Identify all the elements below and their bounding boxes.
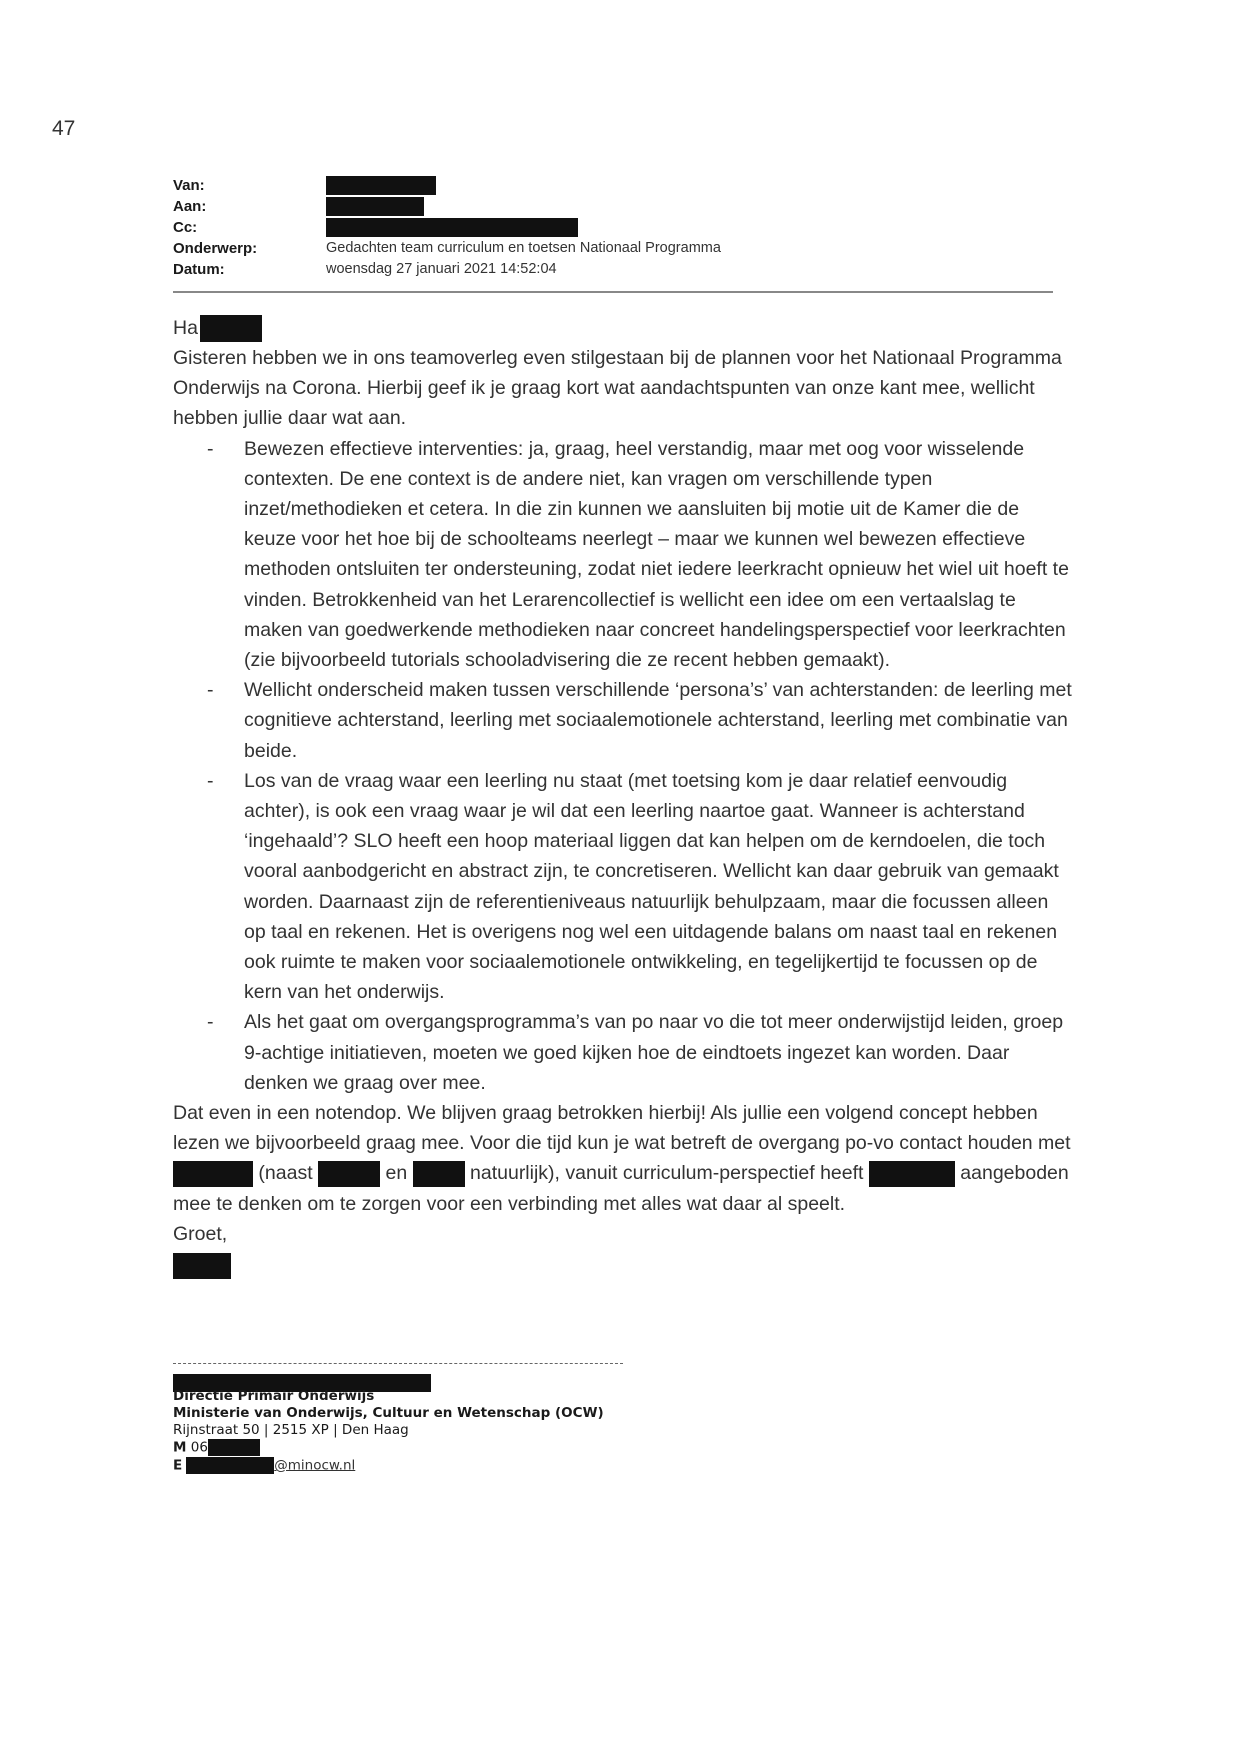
bullet-item: - Als het gaat om overgangsprogramma’s van po naar vo die tot meer onderwijstijd leiden, groep 9-achtige initiatieven, moeten we goed kijken hoe de eindtoets ingezet kan worden. Daar denken we graag over mee. xyxy=(207,1011,1064,1094)
header-row-datum xyxy=(173,259,1053,280)
header-row-cc xyxy=(173,217,1053,238)
redacted-recipient xyxy=(326,197,424,216)
redacted-cc xyxy=(326,218,578,237)
signature-dept: Directie Primair Onderwijs xyxy=(173,1388,375,1405)
redacted-signer-name xyxy=(173,1253,231,1279)
redacted-contact-name xyxy=(318,1161,380,1187)
header-divider xyxy=(173,291,1053,293)
bullet-item: - Wellicht onderscheid maken tussen verschillende ‘persona’s’ van achterstanden: de leerling met cognitieve achterstand, leerling met sociaalemotionele achterstand, leerling met combinatie van beide. xyxy=(207,679,1072,762)
datum-label: Datum: xyxy=(173,261,225,278)
redacted-contact-name xyxy=(869,1161,955,1187)
signature-name-line xyxy=(173,1249,1073,1279)
closing-paragraph: Dat even in een notendop. We blijven graag betrokken hierbij! Als jullie een volgend concept hebben lezen we bijvoorbeeld graag mee. Voor die tijd kun je wat betreft de overgang po-vo contact houden met (naast en natuurlijk), vanuit curriculum-perspectief heeft aangeboden mee te denken om te zorgen voor een verbinding met alles wat daar al speelt. xyxy=(173,1102,1071,1215)
signature-divider xyxy=(173,1363,623,1364)
page-number: 47 xyxy=(52,117,76,140)
email-header xyxy=(173,175,1053,280)
datum-value: woensdag 27 januari 2021 14:52:04 xyxy=(326,261,557,277)
aan-label: Aan: xyxy=(173,198,207,215)
email-body xyxy=(173,313,1073,1279)
cc-label: Cc: xyxy=(173,219,198,236)
redacted-sender xyxy=(326,176,436,195)
signature-block xyxy=(173,1363,623,1474)
bullet-item: - Los van de vraag waar een leerling nu staat (met toetsing kom je daar relatief eenvoudig achter), is ook een vraag waar je wil dat een leerling naartoe gaat. Wanneer is achterstand ‘ingehaald’? SLO heeft een hoop materiaal liggen dat kan helpen om de kerndoelen, die toch vooral aanbodgericht en abstract zijn, te concretiseren. Wellicht kan daar gebruik van gemaakt worden. Daarnaast zijn de referentieniveaus natuurlijk behulpzaam, maar die focussen alleen op taal en rekenen. Het is overigens nog wel een uitdagende balans om naast taal en rekenen ook ruimte te maken voor sociaalemotionele ontwikkeling, en tegelijkertijd te focussen op de kern van het onderwijs. xyxy=(207,769,1059,1004)
groet: Groet, xyxy=(173,1222,228,1245)
redacted-contact-name xyxy=(413,1161,465,1187)
onderwerp-value: Gedachten team curriculum en toetsen Nationaal Programma xyxy=(326,240,721,256)
header-row-aan xyxy=(173,196,1053,217)
redacted-contact-name xyxy=(173,1161,253,1187)
email-domain-link[interactable]: @minocw.nl xyxy=(274,1457,356,1474)
van-label: Van: xyxy=(173,177,205,194)
redacted-phone xyxy=(208,1439,260,1456)
signature-email: E @minocw.nl xyxy=(173,1457,356,1474)
greeting: Ha xyxy=(173,317,198,339)
signature-mobile: M 06 xyxy=(173,1439,623,1457)
intro-paragraph: Gisteren hebben we in ons teamoverleg even stilgestaan bij de plannen voor het Nationaal Programma Onderwijs na Corona. Hierbij geef ik je graag kort wat aandachtspunten van onze kant mee, wellicht hebben jullie daar wat aan. xyxy=(173,347,1062,430)
greeting-line xyxy=(173,313,1073,343)
redacted-greeting-name xyxy=(200,315,262,342)
header-row-onderwerp xyxy=(173,238,1053,259)
bullet-item: - Bewezen effectieve interventies: ja, graag, heel verstandig, maar met oog voor wisselende contexten. De ene context is de andere niet, kan vragen om verschillende typen inzet/methodieken et cetera. In die zin kunnen we aansluiten bij motie uit de Kamer die de keuze voor het hoe bij de schoolteams neerlegt – maar we kunnen wel bewezen effectieve methoden ontsluiten ter ondersteuning, zodat niet iedere leerkracht opnieuw het wiel uit hoeft te vinden. Betrokkenheid van het Lerarencollectief is wellicht een idee om een vertaalslag te maken van goedwerkende methodieken naar concreet handelingsperspectief voor leerkrachten (zie bijvoorbeeld tutorials schooladvisering die ze recent hebben gemaakt). xyxy=(207,437,1069,672)
signature-address: Rijnstraat 50 | 2515 XP | Den Haag xyxy=(173,1422,409,1439)
signature-ministry: Ministerie van Onderwijs, Cultuur en Wetenschap (OCW) xyxy=(173,1405,604,1422)
onderwerp-label: Onderwerp: xyxy=(173,240,258,257)
header-row-van xyxy=(173,175,1053,196)
redacted-email-user xyxy=(186,1457,274,1474)
